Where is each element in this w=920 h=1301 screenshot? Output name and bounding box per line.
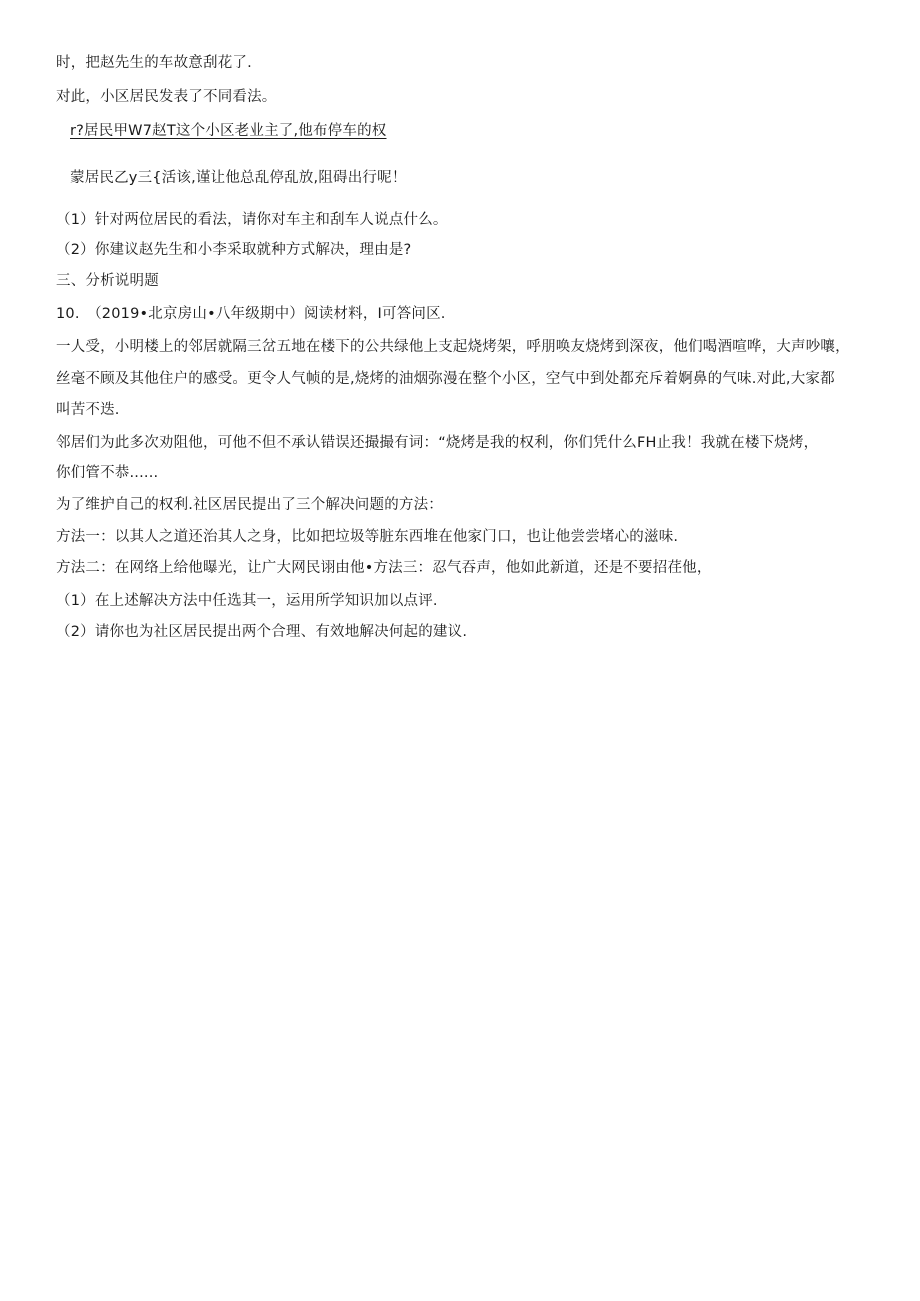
text-line-2: 对此，小区居民发表了不同看法。: [56, 89, 277, 105]
material-line-4: 邻居们为此多次劝阻他，可他不但不承认错误还撮撮有词：“烧烤是我的权利，你们凭什么FH止我！我就在楼下烧烤，: [56, 435, 819, 451]
text-line-1: 时，把赵先生的车故意刮花了.: [56, 55, 252, 71]
material-line-1: 一人受，小明楼上的邻居就隔三岔五地在楼下的公共绿他上支起烧烤架，呼朋唤友烧烤到深夜，他们喝酒喧哗，大声吵嚷，: [56, 339, 850, 355]
methods-intro: 为了维护自己的权利.社区居民提出了三个解决问题的方法：: [56, 497, 444, 513]
material-line-3: 叫苦不迭.: [56, 402, 120, 418]
question-10-1: （1）在上述解决方法中任选其一，运用所学知识加以点评.: [56, 593, 438, 609]
material-line-5: 你们管不恭......: [56, 465, 159, 481]
material-line-2: 丝毫不顾及其他住户的感受。更令人气帧的是,烧烤的油烟弥漫在整个小区，空气中到处都充斥着婀鼻的气味.对此,大家都: [56, 371, 835, 387]
resident-a-quote: r?居民甲W7赵T这个小区老业主了,他布停车的权: [70, 123, 387, 139]
question-10-2: （2）请你也为社区居民提出两个合理、有效地解决何起的建议.: [56, 624, 468, 640]
method-2-3: 方法二：在网络上给他曝光，让广大网民诩由他•方法三：忍气吞声，他如此新道，还是不要招荏他，: [56, 560, 712, 576]
question-2: （2）你建议赵先生和小李采取就种方式解决，理由是?: [56, 242, 412, 258]
problem-10-header: 10. （2019•北京房山•八年级期中）阅读材料，I可答问区.: [56, 306, 446, 322]
method-1: 方法一：以其人之道还治其人之身，比如把垃圾等脏东西堆在他家门口，也让他尝尝堵心的滋味.: [56, 529, 679, 545]
section-heading: 三、分析说明题: [56, 273, 159, 289]
resident-b-quote: 蒙居民乙y三{活该,谨让他总乱停乱放,阻碍出行呢！: [70, 170, 407, 186]
question-1: （1）针对两位居民的看法，请你对车主和刮车人说点什么。: [56, 212, 448, 228]
